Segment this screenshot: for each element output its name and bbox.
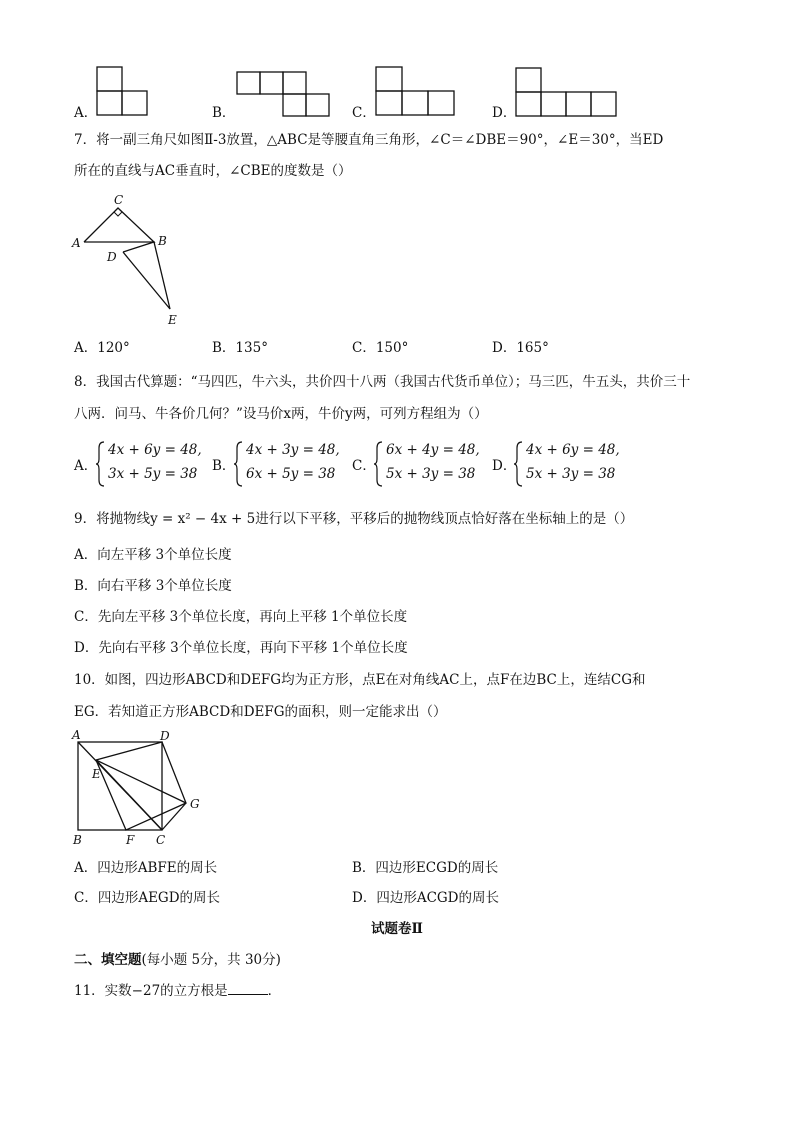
q10-option-b: B．四边形ECGD的周长 bbox=[352, 860, 499, 876]
q6-option-a-label: A． bbox=[74, 105, 98, 121]
q6-option-d-label: D． bbox=[492, 105, 517, 121]
q7-label-e: E bbox=[168, 313, 177, 327]
q11-answer-blank bbox=[228, 982, 268, 995]
q10-label-e: E bbox=[92, 767, 101, 781]
q10-option-d: D．四边形ACGD的周长 bbox=[352, 890, 500, 906]
q10-stem-line2: EG．若知道正方形ABCD和DEFG的面积，则一定能求出（） bbox=[74, 704, 447, 720]
q10-option-a: A．四边形ABFE的周长 bbox=[74, 860, 218, 876]
q9-option-a: A．向左平移 3个单位长度 bbox=[74, 547, 232, 563]
q8-stem-line2: 八两．问马、牛各价几何？”设马价x两，牛价y两，可列方程组为（） bbox=[74, 406, 488, 422]
q6-option-c-net bbox=[375, 66, 455, 116]
q7-option-a: A．120° bbox=[74, 340, 130, 356]
q8-option-a-eq2: 3x + 5y = 38 bbox=[108, 466, 198, 482]
q7-label-b: B bbox=[158, 234, 167, 248]
q7-stem-line1: 7．将一副三角尺如图Ⅱ-3放置，△ABC是等腰直角三角形，∠C＝∠DBE＝90°，∠E＝30°，当ED bbox=[74, 132, 664, 148]
section-2-note: (每小题 5分，共 30分) bbox=[141, 952, 281, 968]
q10-label-g: G bbox=[190, 797, 200, 811]
q8-option-a-label: A． bbox=[74, 458, 98, 474]
section-2-header bbox=[74, 951, 281, 969]
q8-option-b-eq2: 6x + 5y = 38 bbox=[246, 466, 336, 482]
q6-option-c-label: C． bbox=[352, 105, 376, 121]
q7-option-c: C．150° bbox=[352, 340, 409, 356]
q9-option-c: C．先向左平移 3个单位长度，再向上平移 1个单位长度 bbox=[74, 609, 408, 625]
q10-label-b: B bbox=[73, 833, 82, 847]
q11-line bbox=[74, 982, 281, 1000]
q10-stem-line1: 10．如图，四边形ABCD和DEFG均为正方形，点E在对角线AC上，点F在边BC上，连结CG和 bbox=[74, 672, 646, 688]
q8-option-d-eq2: 5x + 3y = 38 bbox=[526, 466, 616, 482]
q7-option-b: B．135° bbox=[212, 340, 268, 356]
q10-label-c: C bbox=[156, 833, 166, 847]
q8-option-a-eq1: 4x + 6y = 48, bbox=[108, 442, 202, 458]
q6-option-b-net bbox=[236, 71, 330, 117]
q6-option-d-net bbox=[515, 67, 617, 117]
q7-option-d: D．165° bbox=[492, 340, 549, 356]
q7-label-a: A bbox=[72, 236, 81, 250]
q9-option-b: B．向右平移 3个单位长度 bbox=[74, 578, 232, 594]
q10-option-c: C．四边形AEGD的周长 bbox=[74, 890, 221, 906]
q8-option-c-eq1: 6x + 4y = 48, bbox=[386, 442, 480, 458]
q7-triangle-figure bbox=[70, 190, 190, 330]
q11-end: ． bbox=[267, 983, 282, 999]
q7-stem-line2: 所在的直线与AC垂直时，∠CBE的度数是（） bbox=[74, 163, 352, 179]
q8-option-d-label: D． bbox=[492, 458, 517, 474]
q10-squares-figure bbox=[68, 728, 218, 848]
q9-option-d: D．先向右平移 3个单位长度，再向下平移 1个单位长度 bbox=[74, 640, 408, 656]
q9-stem: 9．将抛物线y = x² − 4x + 5进行以下平移，平移后的抛物线顶点恰好落在坐标轴上的是（） bbox=[74, 511, 634, 527]
q8-option-b-eq1: 4x + 3y = 48, bbox=[246, 442, 340, 458]
q10-label-a: A bbox=[72, 728, 81, 742]
paper-ii-title: 试题卷Ⅱ bbox=[371, 921, 423, 937]
q8-option-d-eq1: 4x + 6y = 48, bbox=[526, 442, 620, 458]
q8-option-c-eq2: 5x + 3y = 38 bbox=[386, 466, 476, 482]
q10-label-d: D bbox=[160, 729, 170, 743]
section-2-heading: 二、填空题 bbox=[74, 952, 142, 968]
q8-option-c-label: C． bbox=[352, 458, 376, 474]
q8-option-b-label: B． bbox=[212, 458, 236, 474]
q10-label-f: F bbox=[126, 833, 135, 847]
q7-label-c: C bbox=[114, 193, 124, 207]
q11-text: 11．实数−27的立方根是 bbox=[74, 983, 228, 999]
q6-option-a-net bbox=[96, 66, 150, 116]
q7-label-d: D bbox=[107, 250, 117, 264]
q8-stem-line1: 8．我国古代算题：“马四匹，牛六头，共价四十八两（我国古代货币单位）；马三匹，牛五头，共价三十 bbox=[74, 374, 691, 390]
q6-option-b-label: B． bbox=[212, 105, 236, 121]
